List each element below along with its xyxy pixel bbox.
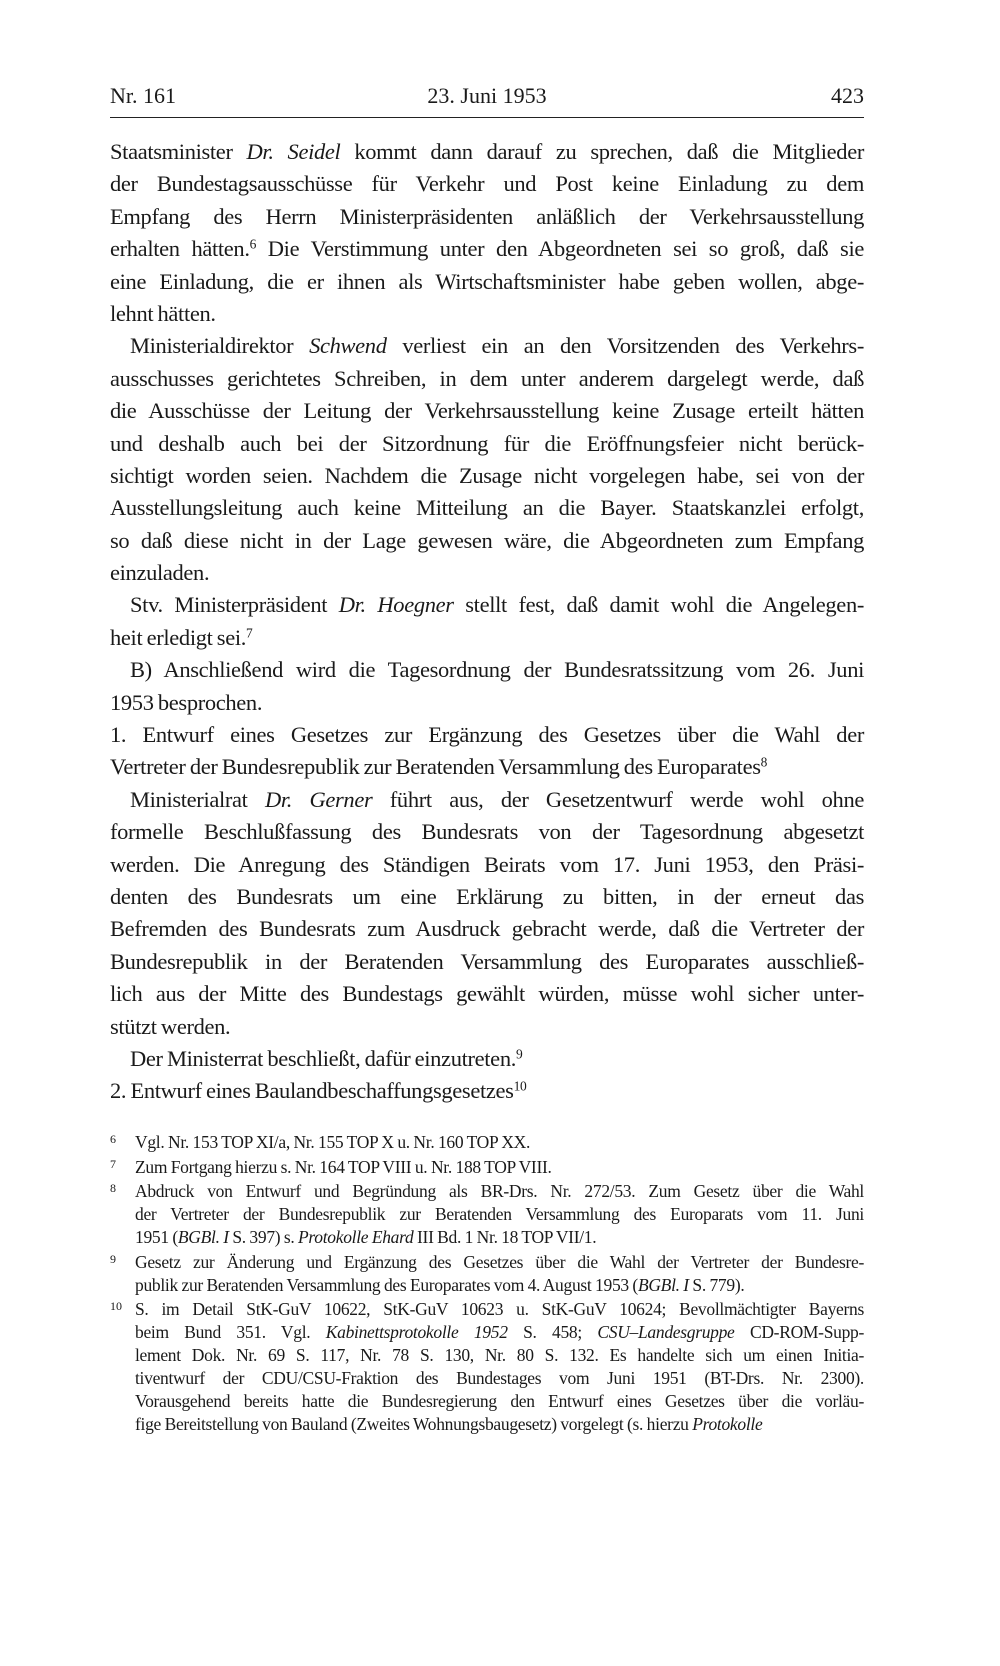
text-segment: einzuladen. (110, 560, 210, 586)
text-segment: 2. Entwurf eines Baulandbeschaffungsgesetzes (110, 1078, 514, 1104)
text-segment: Stv. Ministerpräsident (130, 592, 339, 618)
text-segment: B) Anschließend wird die Tagesordnung der Bundesratssitzung vom 26. Juni (130, 657, 864, 683)
italic-text: Kabinettsprotokolle 1952 (325, 1322, 508, 1342)
text-segment: CD-ROM-Supp- (734, 1322, 865, 1342)
text-segment: lehnt hätten. (110, 300, 216, 326)
footnote-number: 9 (110, 1251, 116, 1266)
text-segment: S. 458; (507, 1322, 598, 1342)
italic-text: Protokolle (692, 1414, 763, 1434)
text-line (110, 298, 864, 330)
text-line (110, 1011, 864, 1043)
text-segment: Vgl. Nr. 153 TOP XI/a, Nr. 155 TOP X u. Nr. 160 TOP XX. (135, 1132, 531, 1152)
text-line (110, 395, 864, 427)
text-segment: Ministerialrat (130, 786, 265, 812)
text-segment: Die Verstimmung unter den Abgeordneten sei so groß, daß sie (256, 236, 864, 262)
text-segment: Abdruck von Entwurf und Begründung als BR-Drs. Nr. 272/53. Zum Gesetz über die Wahl (135, 1181, 864, 1201)
text-line (110, 849, 864, 881)
footnote-line (135, 1156, 864, 1179)
main-text (110, 136, 864, 1108)
text-line (110, 622, 864, 654)
text-segment: führt aus, der Gesetzentwurf werde wohl ohne (372, 786, 864, 812)
text-segment: Gesetz zur Änderung und Ergänzung des Gesetzes über die Wahl der Vertreter der Bundesre- (135, 1251, 864, 1272)
footnote-number: 8 (110, 1181, 116, 1195)
text-line (110, 168, 864, 200)
running-header (110, 80, 864, 118)
text-segment: werden. Die Anregung des Ständigen Beirats vom 17. Juni 1953, den Präsi- (110, 851, 864, 877)
footnote-line (135, 1131, 864, 1154)
footnote-line (135, 1344, 864, 1367)
text-line (110, 525, 864, 557)
footnote-9 (110, 1251, 864, 1297)
text-line (110, 881, 864, 913)
text-line (110, 460, 864, 492)
italic-text: Dr. Gerner (264, 786, 373, 812)
footnote-reference[interactable]: 9 (516, 1046, 523, 1062)
text-line (110, 946, 864, 978)
text-line (110, 363, 864, 395)
text-segment: sichtigt worden seien. Nachdem die Zusage nicht vorgelegen habe, sei von der (110, 462, 864, 488)
text-segment: stellt fest, daß damit wohl die Angelegen- (453, 592, 864, 618)
text-segment: und deshalb auch bei der Sitzordnung für die Eröffnungsfeier nicht berück- (110, 430, 864, 456)
footnote-line (135, 1226, 864, 1249)
text-segment: III Bd. 1 Nr. 18 TOP VII/1. (413, 1227, 597, 1247)
document-number: Nr. 161 (110, 83, 176, 108)
text-line (110, 1043, 864, 1075)
text-line (110, 913, 864, 945)
footnote-line (135, 1251, 864, 1274)
footnote-line (135, 1367, 864, 1390)
text-segment: Der Ministerrat beschließt, dafür einzutreten. (130, 1045, 516, 1071)
footnote-8 (110, 1180, 864, 1249)
footnote-reference[interactable]: 8 (760, 755, 768, 770)
text-line (110, 589, 864, 621)
text-segment: der Bundestagsausschüsse für Verkehr und Post keine Einladung zu dem (110, 171, 864, 197)
text-line (110, 687, 864, 719)
footnote-line (135, 1274, 864, 1297)
footnote-reference[interactable]: 6 (249, 236, 256, 252)
text-segment: stützt werden. (110, 1013, 231, 1039)
text-segment: heit erledigt sei. (110, 624, 247, 650)
italic-text: Protokolle Ehard (298, 1227, 414, 1247)
text-segment: denten des Bundesrats um eine Erklärung zu bitten, in der erneut das (110, 883, 864, 909)
text-segment: der Vertreter der Bundesrepublik zur Beratenden Versammlung des Europarats vom 11. Juni (135, 1204, 864, 1224)
text-line (110, 557, 864, 589)
text-segment: die Ausschüsse der Leitung der Verkehrsausstellung keine Zusage erteilt hätten (110, 398, 864, 424)
text-segment: Bundesrepublik in der Beratenden Versammlung des Europarates ausschließ- (110, 948, 864, 974)
text-line (110, 1075, 864, 1107)
text-segment: Zum Fortgang hierzu s. Nr. 164 TOP VIII u. Nr. 188 TOP VIII. (135, 1156, 552, 1177)
footnote-7 (110, 1156, 864, 1179)
text-segment: kommt dann darauf zu sprechen, daß die Mitglieder (340, 139, 864, 164)
text-line (110, 751, 864, 783)
text-segment: lich aus der Mitte des Bundestags gewählt würden, müsse wohl sicher unter- (110, 981, 864, 1007)
text-segment: lement Dok. Nr. 69 S. 117, Nr. 78 S. 130, Nr. 80 S. 132. Es handelte sich um einen Initia- (135, 1345, 864, 1365)
text-line (110, 654, 864, 686)
text-segment: verliest ein an den Vorsitzenden des Verkehrs- (386, 333, 864, 359)
text-line (110, 492, 864, 524)
footnote-line (135, 1413, 864, 1436)
text-segment: S. im Detail StK-GuV 10622, StK-GuV 10623 u. StK-GuV 10624; Bevollmächtigter Bayerns (135, 1299, 864, 1319)
footnote-line (135, 1180, 864, 1203)
text-segment: erhalten hätten. (110, 236, 250, 262)
italic-text: BGBl. I (637, 1274, 689, 1295)
text-line (110, 233, 864, 265)
text-segment: beim Bund 351. Vgl. (135, 1322, 326, 1342)
text-segment: 1. Entwurf eines Gesetzes zur Ergänzung des Gesetzes über die Wahl der (110, 722, 864, 748)
text-line (110, 816, 864, 848)
footnote-number: 7 (110, 1156, 116, 1171)
text-segment: publik zur Beratenden Versammlung des Europarates vom 4. August 1953 ( (135, 1274, 638, 1295)
text-segment: S. 779). (688, 1274, 745, 1295)
italic-text: BGBl. I (177, 1227, 229, 1247)
text-segment: Empfang des Herrn Ministerpräsidenten anläßlich der Verkehrsausstellung (110, 203, 864, 229)
italic-text: Dr. Seidel (246, 139, 341, 164)
footnote-number: 10 (110, 1299, 122, 1313)
footnote-reference[interactable]: 7 (246, 625, 253, 641)
text-line (110, 719, 864, 751)
text-segment: eine Einladung, die er ihnen als Wirtschaftsminister habe geben wollen, abge- (110, 268, 864, 294)
footnote-6 (110, 1131, 864, 1154)
text-line (110, 201, 864, 233)
page-number: 423 (831, 83, 864, 108)
footnote-line (135, 1298, 864, 1321)
footnote-line (135, 1203, 864, 1226)
text-segment: tiventwurf der CDU/CSU-Fraktion des Bundestages vom Juni 1951 (BT-Drs. Nr. 2300). (135, 1368, 864, 1388)
footnote-reference[interactable]: 10 (513, 1078, 527, 1094)
footnote-line (135, 1321, 864, 1344)
footnote-number: 6 (110, 1132, 116, 1146)
text-segment: so daß diese nicht in der Lage gewesen wäre, die Abgeordneten zum Empfang (110, 527, 864, 553)
text-line (110, 330, 864, 362)
text-segment: Ausstellungsleitung auch keine Mitteilung an die Bayer. Staatskanzlei erfolgt, (110, 495, 864, 521)
text-segment: Ministerialdirektor (130, 333, 310, 359)
text-line (110, 784, 864, 816)
text-line (110, 136, 864, 168)
footnotes (110, 1131, 864, 1438)
text-segment: fige Bereitstellung von Bauland (Zweites Wohnungsbaugesetz) vorgelegt (s. hierzu (135, 1414, 693, 1434)
italic-text: Dr. Hoegner (338, 592, 454, 618)
text-segment: Befremden des Bundesrats zum Ausdruck gebracht werde, daß die Vertreter der (110, 916, 864, 942)
italic-text: CSU–Landesgruppe (597, 1322, 735, 1342)
text-line (110, 266, 864, 298)
italic-text: Schwend (309, 333, 387, 359)
text-line (110, 978, 864, 1010)
text-line (110, 428, 864, 460)
text-segment: 1953 besprochen. (110, 689, 263, 715)
text-segment: Vorausgehend bereits hatte die Bundesregierung den Entwurf eines Gesetzes über die vorläu- (135, 1391, 864, 1411)
footnote-line (135, 1390, 864, 1413)
text-segment: formelle Beschlußfassung des Bundesrats von der Tagesordnung abgesetzt (110, 819, 864, 845)
text-segment: S. 397) s. (228, 1227, 299, 1247)
text-segment: 1951 ( (135, 1227, 178, 1247)
session-date: 23. Juni 1953 (427, 83, 547, 108)
text-segment: Vertreter der Bundesrepublik zur Beratenden Versammlung des Europarates (110, 754, 761, 780)
footnote-10 (110, 1298, 864, 1436)
text-segment: Staatsminister (110, 139, 247, 164)
text-segment: ausschusses gerichtetes Schreiben, in dem unter anderem dargelegt werde, daß (110, 365, 864, 391)
